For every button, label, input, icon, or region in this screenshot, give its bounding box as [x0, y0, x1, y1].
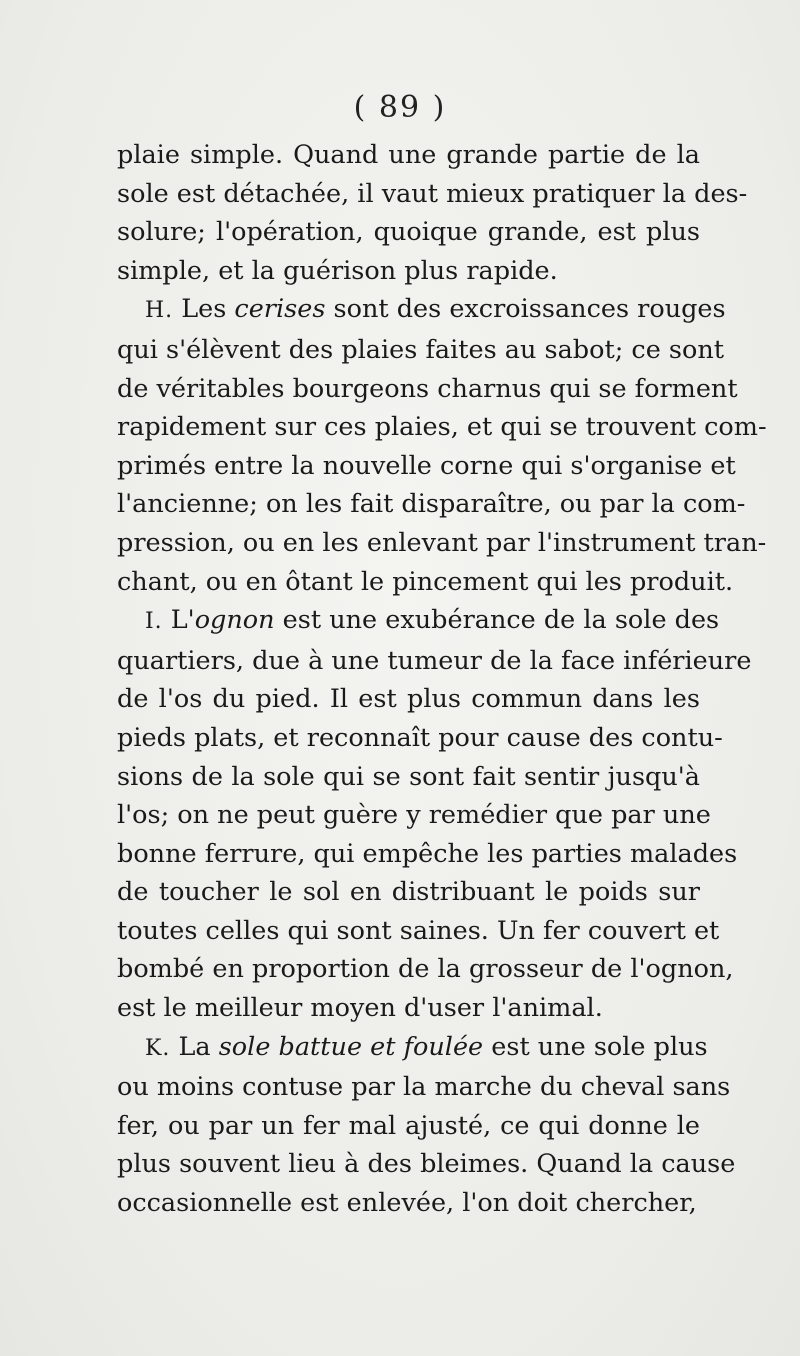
text-line: sions de la sole qui se sont fait sentir jusqu'à	[117, 761, 700, 792]
text-line: occasionnelle est enlevée, l'on doit chercher,	[117, 1188, 697, 1219]
section-letter: I.	[145, 609, 163, 635]
text-line: pieds plats, et reconnaît pour cause des contu-	[117, 722, 723, 753]
section-k-heading-line	[117, 1028, 708, 1069]
section-text: Les	[173, 294, 235, 325]
section-term: ognon	[194, 605, 275, 636]
text-line: plaie simple. Quand une grande partie de la	[117, 140, 700, 170]
text-line: toutes celles qui sont saines. Un fer couvert et	[117, 915, 720, 946]
section-text: sont des excroissances rouges	[325, 294, 726, 325]
section-term: sole battue et foulée	[218, 1031, 484, 1062]
section-letter: K.	[145, 1035, 171, 1061]
section-text: est une sole plus	[483, 1031, 708, 1062]
text-line: pression, ou en les enlevant par l'instrument tran-	[117, 527, 767, 558]
text-line: fer, ou par un fer mal ajusté, ce qui donne le	[117, 1110, 700, 1141]
text-line: rapidement sur ces plaies, et qui se trouvent com-	[117, 412, 767, 443]
section-term: cerises	[234, 294, 326, 325]
text-line: simple, et la guérison plus rapide.	[117, 255, 558, 286]
text-line: l'os; on ne peut guère y remédier que par une	[117, 800, 711, 831]
text-line: de véritables bourgeons charnus qui se forment	[117, 373, 738, 404]
section-text: La	[170, 1031, 219, 1062]
text-line: est le meilleur moyen d'user l'animal.	[117, 993, 603, 1024]
text-line: de l'os du pied. Il est plus commun dans les	[117, 684, 700, 715]
text-line: l'ancienne; on les fait disparaître, ou par la com-	[117, 489, 746, 520]
section-i-heading-line	[117, 601, 720, 642]
text-line: chant, ou en ôtant le pincement qui les produit.	[117, 566, 734, 597]
section-text: L'	[162, 605, 195, 636]
section-h-heading-line	[117, 290, 726, 331]
text-line: ou moins contuse par la marche du cheval sans	[117, 1072, 731, 1103]
text-line: qui s'élèvent des plaies faites au sabot; ce sont	[117, 334, 724, 365]
text-line: primés entre la nouvelle corne qui s'organise et	[117, 450, 736, 481]
section-text: est une exubérance de la sole des	[274, 605, 720, 636]
text-line: bonne ferrure, qui empêche les parties malades	[117, 838, 738, 869]
text-line: quartiers, due à une tumeur de la face inférieure	[117, 645, 752, 676]
text-line: de toucher le sol en distribuant le poids sur	[117, 877, 700, 908]
page-number: ( 89 )	[353, 90, 447, 125]
text-line: plus souvent lieu à des bleimes. Quand la cause	[117, 1149, 736, 1180]
section-letter: H.	[145, 298, 174, 324]
body-text	[117, 136, 767, 1223]
text-line: solure; l'opération, quoique grande, est plus	[117, 217, 700, 248]
text-line: sole est détachée, il vaut mieux pratiquer la des-	[117, 178, 748, 209]
text-line: bombé en proportion de la grosseur de l'ognon,	[117, 954, 734, 985]
